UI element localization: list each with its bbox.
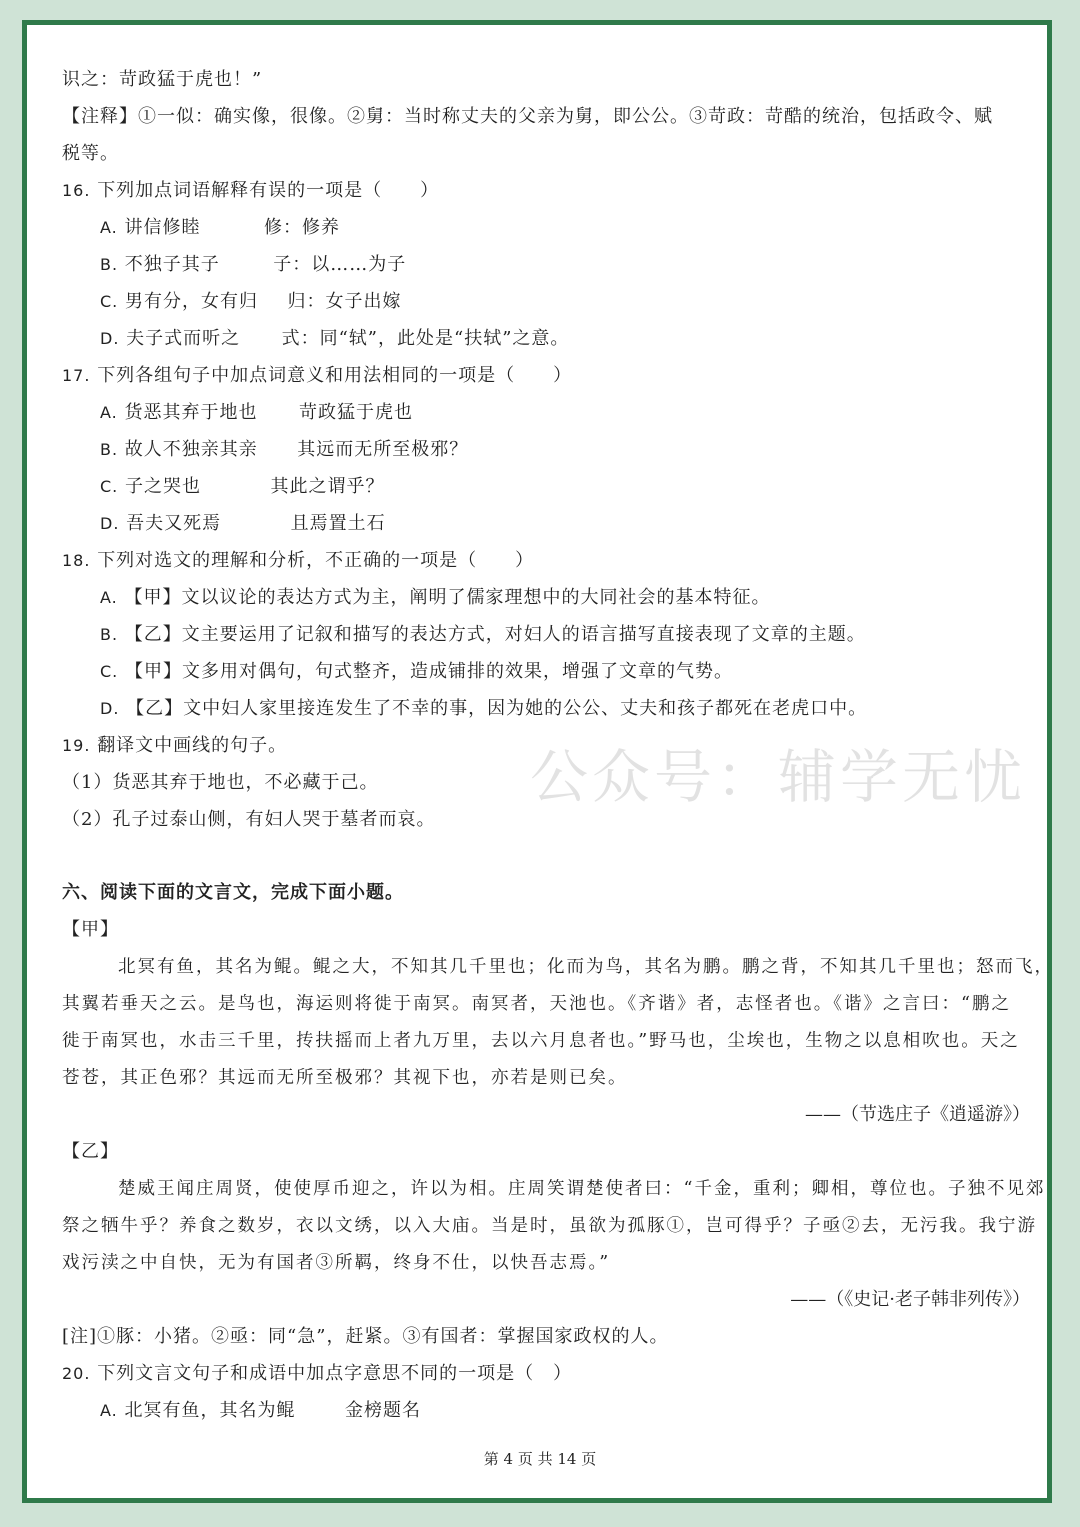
q18-option-d[interactable] [100,697,867,721]
passage-tail: 识之：苛政猛于虎也！” [62,69,263,90]
passage-yi-line: 祭之牺牛乎？养食之数岁，衣以文绣，以入大庙。当是时，虽欲为孤豚①，岂可得乎？子亟②去，无污我。我宁游 [62,1216,1037,1236]
watermark: 公众号：辅学无忧 [530,743,1027,811]
question-16 [62,179,439,203]
q16-option-c[interactable] [100,290,401,314]
question-stem: 翻译文中画线的句子。 [97,735,288,756]
q18-option-c[interactable] [100,660,733,684]
option-label: B. [100,625,119,644]
option-text: 夫子式而听之 [126,328,241,349]
option-text: 【乙】文中妇人家里接连发生了不幸的事，因为她的公公、丈夫和孩子都死在老虎口中。 [126,698,868,719]
option-text: 【甲】文以议论的表达方式为主，阐明了儒家理想中的大同社会的基本特征。 [124,587,771,608]
option-gloss: 式：同“轼”，此处是“扶轼”之意。 [281,328,570,349]
option-gloss: 其此之谓乎？ [270,476,385,497]
passage-jia-line: 其翼若垂天之云。是鸟也，海运则将徙于南冥。南冥者，天池也。《齐谐》者，志怪者也。《谐》之言曰：“鹏之 [62,994,1011,1014]
passage-yi-label: 【乙】 [62,1141,119,1162]
question-stem: 下列对选文的理解和分析，不正确的一项是（ ） [97,550,535,571]
option-gloss: 且焉置土石 [290,513,386,534]
question-20 [62,1362,572,1386]
q19-item-1: （1）货恶其弃于地也，不必藏于己。 [62,772,379,793]
q20-option-a[interactable] [100,1399,421,1423]
option-text: 北冥有鱼，其名为鲲 [124,1400,296,1421]
option-text: 故人不独亲其亲 [124,439,258,460]
note-line-2: 税等。 [62,143,119,164]
question-stem: 下列加点词语解释有误的一项是（ ） [97,180,440,201]
q17-option-a[interactable] [100,401,413,425]
q16-option-b[interactable] [100,253,406,277]
option-text: 不独子其子 [124,254,220,275]
option-label: D. [100,699,120,718]
option-gloss: 金榜题名 [344,1400,421,1421]
q16-option-d[interactable] [100,327,569,351]
section-title: 六、阅读下面的文言文，完成下面小题。 [62,882,404,903]
q16-option-a[interactable] [100,216,340,240]
passage-note: [注]①豚：小猪。②亟：同“急”，赶紧。③有国者：掌握国家政权的人。 [62,1326,669,1347]
option-gloss: 归：女子出嫁 [287,291,402,312]
option-gloss: 修：修养 [263,217,340,238]
option-label: D. [100,514,120,533]
question-18 [62,549,534,573]
option-label: A. [100,403,118,422]
option-label: B. [100,255,119,274]
question-number: 20. [62,1364,91,1383]
q19-item-2: （2）孔子过泰山侧，有妇人哭于墓者而哀。 [62,809,436,830]
option-text: 男有分，女有归 [125,291,258,312]
option-label: C. [100,292,119,311]
question-19 [62,734,287,758]
option-gloss: 其远而无所至极邪？ [297,439,469,460]
option-gloss: 子：以……为子 [273,254,407,275]
question-stem: 下列各组句子中加点词意义和用法相同的一项是（ ） [97,365,573,386]
question-17 [62,364,572,388]
passage-yi-line: 戏污渎之中自快，无为有国者③所羁，终身不仕，以快吾志焉。” [62,1253,611,1273]
passage-jia-line: 徙于南冥也，水击三千里，抟扶摇而上者九万里，去以六月息者也。”野马也，尘埃也，生物之以息相吹也。天之 [62,1031,1020,1051]
option-text: 货恶其弃于地也 [124,402,258,423]
option-text: 【甲】文多用对偶句，句式整齐，造成铺排的效果，增强了文章的气势。 [125,661,733,682]
option-label: C. [100,662,119,681]
q18-option-b[interactable] [100,623,866,647]
option-label: A. [100,1401,118,1420]
question-number: 16. [62,181,91,200]
passage-yi-line: 楚威王闻庄周贤，使使厚币迎之，许以为相。庄周笑谓楚使者曰：“千金，重利；卿相，尊位也。子独不见郊 [118,1179,1046,1199]
option-label: A. [100,588,118,607]
q18-option-a[interactable] [100,586,770,610]
option-text: 【乙】文主要运用了记叙和描写的表达方式，对妇人的语言描写直接表现了文章的主题。 [124,624,866,645]
option-label: B. [100,440,119,459]
passage-jia-source: ——（节选庄子《逍遥游》） [805,1104,1030,1125]
option-text: 吾夫又死焉 [126,513,222,534]
q17-option-c[interactable] [100,475,384,499]
page-number: 第 4 页 共 14 页 [483,1450,597,1468]
passage-jia-line: 北冥有鱼，其名为鲲。鲲之大，不知其几千里也；化而为鸟，其名为鹏。鹏之背，不知其几千里也；怒而飞， [118,957,1054,977]
option-text: 子之哭也 [125,476,201,497]
q17-option-d[interactable] [100,512,386,536]
option-label: D. [100,329,120,348]
passage-jia-label: 【甲】 [62,919,119,940]
question-number: 19. [62,736,91,755]
q17-option-b[interactable] [100,438,468,462]
option-label: C. [100,477,119,496]
option-label: A. [100,218,118,237]
question-number: 17. [62,366,91,385]
option-text: 讲信修睦 [124,217,201,238]
passage-yi-source: ——（《史记·老子韩非列传》） [790,1289,1030,1310]
question-stem: 下列文言文句子和成语中加点字意思不同的一项是（ ） [97,1363,573,1384]
question-number: 18. [62,551,91,570]
passage-jia-line: 苍苍，其正色邪？其远而无所至极邪？其视下也，亦若是则已矣。 [62,1068,628,1088]
option-gloss: 苛政猛于虎也 [298,402,413,423]
note-line-1: 【注释】①一似：确实像，很像。②舅：当时称丈夫的父亲为舅，即公公。③苛政：苛酷的统治，包括政令、赋 [62,106,993,127]
